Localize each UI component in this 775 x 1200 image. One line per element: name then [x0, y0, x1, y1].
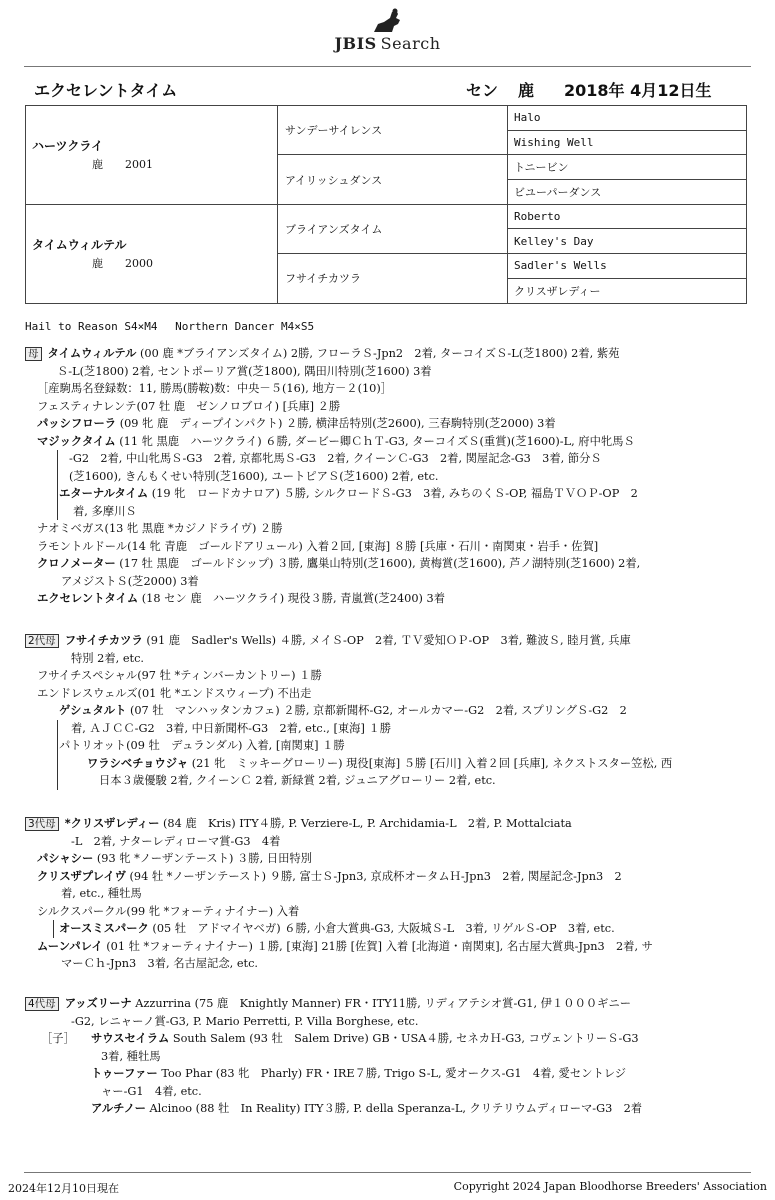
record-text: 日本３歳優駿 2着, クイーンＣ 2着, 新緑賞 2着, ジュニアグローリー 2着, etc. [99, 774, 496, 787]
footer-rule [24, 1172, 751, 1173]
family-line [25, 363, 745, 381]
family-line [25, 868, 745, 886]
family-line [25, 938, 745, 956]
horse-link[interactable]: アルチノー [91, 1102, 146, 1115]
record-text: Ｓ-L(芝1800) 2着, セントポーリア賞(芝1800), 隅田川特別(芝1600) 3着 [57, 364, 432, 378]
horse-rider-icon [368, 8, 408, 34]
record-text: -L 2着, ナターレディローマ賞-G3 4着 [71, 834, 281, 848]
horse-link[interactable]: サウスセイラム [91, 1032, 170, 1045]
record-text: (00 鹿 *ブライアンズタイム) 2勝, フローラＳ-Jpn2 2着, ターコイズＳ-L(芝1800) 2着, 紫苑 [140, 347, 620, 360]
horse-link[interactable]: フサイチカツラ [64, 634, 143, 647]
sire-detail: 鹿 2001 [92, 158, 153, 172]
tree-connector [57, 468, 58, 486]
horse-link[interactable]: エクセレントタイム [37, 592, 139, 605]
family-line [25, 520, 745, 538]
horse-link[interactable]: パシャシー [37, 852, 94, 865]
family-line [25, 450, 745, 468]
family-line [25, 1030, 745, 1048]
family-line [25, 737, 745, 755]
family-line [25, 850, 745, 868]
record-text: 着, ＡＪＣＣ-G2 3着, 中日新聞杯-G3 2着, etc., [東海] １勝 [71, 721, 392, 735]
family-line [25, 995, 745, 1013]
tree-connector [57, 503, 58, 521]
record-text: (19 牝 ロードカナロア) ５勝, シルクロードＳ-G3 3着, みちのくＳ-OP, 福島ＴＶＯＰ-OP 2 [151, 487, 638, 500]
record-text: ャー-G1 4着, etc. [101, 1084, 202, 1098]
record-text: (05 牡 アドマイヤベガ) ６勝, 小倉大賞典-G3, 大阪城Ｓ-L 3着, リゲルＳ-OP 3着, etc. [152, 922, 615, 935]
record-text: (01 牡 *フォーティナイナー) １勝, [東海] 21勝 [佐賀] 入着 [北海道・南関東], 名古屋大賞典-Jpn3 2着, サ [106, 939, 653, 953]
family-line [25, 398, 745, 416]
footer-copyright: Copyright 2024 Japan Bloodhorse Breeders' Association [453, 1180, 767, 1193]
horse-link[interactable]: アッズリーナ [64, 997, 132, 1010]
horse-link[interactable]: クリスザプレイヴ [37, 869, 126, 883]
record-text: ［産駒馬名登録数：11, 勝馬(勝鞍)数：中央－５(16), 地方－２(10)］ [37, 382, 393, 395]
record-text: ラモントルドール(14 牝 青鹿 ゴールドアリュール) 入着２回, [東海] ８勝 [兵庫・石川・南関東・岩手・佐賀] [37, 539, 599, 553]
tree-connector [57, 737, 58, 755]
offspring-marker: ［子］ [41, 1032, 75, 1045]
record-text: シルクスパークル(99 牝 *フォーティナイナー) 入着 [37, 904, 300, 918]
generation-tag: 4代母 [25, 997, 59, 1011]
family-line [25, 503, 745, 521]
family-line [25, 667, 745, 685]
horse-link[interactable]: オースミスパーク [59, 922, 149, 935]
granddam-cell[interactable]: アイリッシュダンス [278, 155, 508, 204]
family-line [25, 720, 745, 738]
family-line [25, 833, 745, 851]
family-line [25, 1083, 745, 1101]
header-rule [24, 66, 751, 67]
family-line [25, 433, 745, 451]
ancestor-cell[interactable]: ビユーパーダンス [508, 180, 747, 205]
family-line [25, 1100, 745, 1118]
horse-color: 鹿 [518, 81, 535, 100]
family-line [25, 903, 745, 921]
record-text: (07 牡 マンハッタンカフェ) ２勝, 京都新聞杯-G2, オールカマー-G2 2着, スプリングＳ-G2 2 [129, 704, 627, 717]
damsire-cell[interactable]: ブライアンズタイム [278, 204, 508, 253]
tree-connector [57, 450, 58, 468]
record-text: (11 牝 黒鹿 ハーツクライ) ６勝, ダービー卿ＣｈＴ-G3, ターコイズＳ(重賞)(芝1600)-L, 府中牝馬Ｓ [119, 434, 635, 448]
family-line [25, 380, 745, 398]
family-line [25, 755, 745, 773]
ancestor-cell[interactable]: Roberto [508, 204, 747, 229]
generation-tag: 2代母 [25, 634, 59, 648]
record-text: 3着, 種牡馬 [101, 1049, 161, 1063]
dam-detail: 鹿 2000 [92, 257, 153, 271]
horse-name: エクセレントタイム [34, 81, 178, 100]
generation-tag: 3代母 [25, 817, 59, 831]
family-line [25, 1065, 745, 1083]
horse-link[interactable]: ワラシベチョウジャ [87, 756, 189, 770]
horse-link[interactable]: トゥーファー [91, 1067, 158, 1080]
logo-jbis: JBIS [334, 34, 377, 53]
sire-cell [26, 106, 278, 205]
horse-link[interactable]: クロノメーター [37, 557, 116, 570]
family-line [25, 702, 745, 720]
horse-link[interactable]: ゲシュタルト [59, 704, 127, 717]
horse-link[interactable]: ムーンパレイ [37, 939, 103, 953]
family-line [25, 685, 745, 703]
horse-link[interactable]: エターナルタイム [59, 487, 149, 500]
record-text: (09 牝 鹿 ディープインパクト) ２勝, 横津岳特別(芝2600), 三春駒特別(芝2000) 3着 [119, 417, 556, 430]
ancestor-cell[interactable]: Wishing Well [508, 130, 747, 155]
record-text: South Salem (93 牡 Salem Drive) GB・USA４勝, セネカＨ-G3, コヴェントリーＳ-G3 [172, 1032, 639, 1045]
horse-sex: セン [466, 81, 499, 100]
record-text: Too Phar (83 牝 Pharly) FR・IRE７勝, Trigo S-L, 愛オークス-G1 4着, 愛セントレジ [161, 1067, 627, 1080]
pedigree-table [25, 105, 747, 304]
record-text: フェスティナレンテ(07 牡 鹿 ゼンノロブロイ) [兵庫] ２勝 [37, 399, 341, 413]
record-text: -G2 2着, 中山牝馬Ｓ-G3 2着, 京都牝馬Ｓ-G3 2着, クイーンＣ-G3 2着, 関屋記念-G3 3着, 節分Ｓ [69, 452, 602, 465]
horse-link[interactable]: タイムウィルテル [47, 347, 137, 360]
record-text: (93 牝 *ノーザンテースト) ３勝, 日田特別 [96, 852, 312, 865]
dam-name[interactable]: タイムウィルテル [32, 238, 127, 253]
family-line [25, 815, 745, 833]
family-section-dam [25, 345, 745, 608]
family-section-dam3 [25, 815, 745, 973]
family-line [25, 955, 745, 973]
ancestor-cell[interactable]: Sadler's Wells [508, 254, 747, 279]
family-line [25, 555, 745, 573]
record-text: (18 セン 鹿 ハーツクライ) 現役３勝, 青嵐賞(芝2400) 3着 [141, 592, 445, 605]
record-text: Azzurrina (75 鹿 Knightly Manner) FR・ITY11勝, リディアテシオ賞-G1, 伊１０００ギニー [135, 997, 632, 1010]
tree-connector [53, 920, 54, 938]
record-text: (84 鹿 Kris) ITY４勝, P. Verziere-L, P. Archidamia-L 2着, P. Mottalciata [162, 817, 572, 830]
ancestor-cell[interactable]: Kelley's Day [508, 229, 747, 254]
record-text: 特別 2着, etc. [71, 651, 144, 665]
horse-birthdate: 2018年 4月12日生 [564, 81, 712, 100]
record-text: (94 牡 *ノーザンテースト) ９勝, 富士Ｓ-Jpn3, 京成杯オータムＨ-Jpn3 2着, 関屋記念-Jpn3 2 [129, 869, 622, 883]
record-text: フサイチスペシャル(97 牡 *ティンバーカントリー) １勝 [37, 669, 322, 682]
family-section-dam4 [25, 995, 745, 1118]
record-text: 着, 多摩川Ｓ [73, 504, 137, 518]
family-line [25, 772, 745, 790]
footer-date: 2024年12月10日現在 [8, 1182, 119, 1195]
family-line [25, 590, 745, 608]
horse-link[interactable]: パッシフローラ [37, 417, 117, 430]
sire-name[interactable]: ハーツクライ [32, 139, 104, 154]
record-text: エンドレスウェルズ(01 牝 *エンドスウィープ) 不出走 [37, 686, 312, 700]
record-text: -G2, レニャーノ賞-G3, P. Mario Perretti, P. Villa Borghese, etc. [71, 1014, 419, 1028]
horse-link[interactable]: マジックタイム [37, 434, 116, 448]
family-line [25, 1048, 745, 1066]
grandsire-cell[interactable]: サンデーサイレンス [278, 106, 508, 155]
record-text: Alcinoo (88 牡 In Reality) ITY３勝, P. della Speranza-L, クリテリウムディローマ-G3 2着 [149, 1102, 643, 1115]
family-section-dam2 [25, 632, 745, 790]
generation-tag: 母 [25, 347, 42, 361]
family-line [25, 885, 745, 903]
family-line [25, 415, 745, 433]
jbis-logo[interactable] [0, 8, 775, 53]
family-line [25, 650, 745, 668]
ancestor-cell[interactable]: トニービン [508, 155, 747, 180]
record-text: (21 牝 ミッキーグローリー) 現役[東海] ５勝 [石川] 入着２回 [兵庫], ネクストスター笠松, 西 [191, 756, 673, 770]
family-line [25, 920, 745, 938]
damdam-cell[interactable]: フサイチカツラ [278, 254, 508, 303]
inbreeding-note: Hail to Reason S4×M4 Northern Dancer M4×S5 [25, 320, 315, 333]
tree-connector [57, 720, 58, 738]
dam-cell [26, 204, 278, 303]
tree-connector [57, 772, 58, 790]
record-text: (芝1600), きんもくせい特別(芝1600), ユートピアＳ(芝1600) 2着, etc. [69, 469, 439, 483]
record-text: パトリオット(09 牡 デュランダル) 入着, [南関東] １勝 [59, 739, 345, 752]
tree-connector [57, 485, 58, 503]
family-line [25, 632, 745, 650]
tree-connector [57, 755, 58, 773]
record-text: 着, etc., 種牡馬 [61, 887, 142, 900]
ancestor-cell[interactable]: Halo [508, 106, 747, 131]
ancestor-cell[interactable]: クリスザレディー [508, 278, 747, 303]
family-line [25, 1013, 745, 1031]
horse-link[interactable]: *クリスザレディー [64, 817, 160, 830]
record-text: (91 鹿 Sadler's Wells) ４勝, メイＳ-OP 2着, ＴＶ愛知ＯＰ-OP 3着, 難波Ｓ, 睦月賞, 兵庫 [146, 634, 631, 647]
family-line [25, 485, 745, 503]
record-text: アメジストＳ(芝2000) 3着 [61, 574, 199, 588]
logo-search: Search [380, 34, 441, 53]
record-text: マーＣｈ-Jpn3 3着, 名古屋記念, etc. [61, 957, 259, 970]
family-line [25, 573, 745, 591]
family-line [25, 345, 745, 363]
family-line [25, 538, 745, 556]
record-text: (17 牡 黒鹿 ゴールドシップ) ３勝, 鷹巣山特別(芝1600), 黄梅賞(芝1600), 芦ノ湖特別(芝1600) 2着, [119, 557, 641, 570]
family-line [25, 468, 745, 486]
record-text: ナオミベガス(13 牝 黒鹿 *カジノドライヴ) ２勝 [37, 522, 283, 535]
